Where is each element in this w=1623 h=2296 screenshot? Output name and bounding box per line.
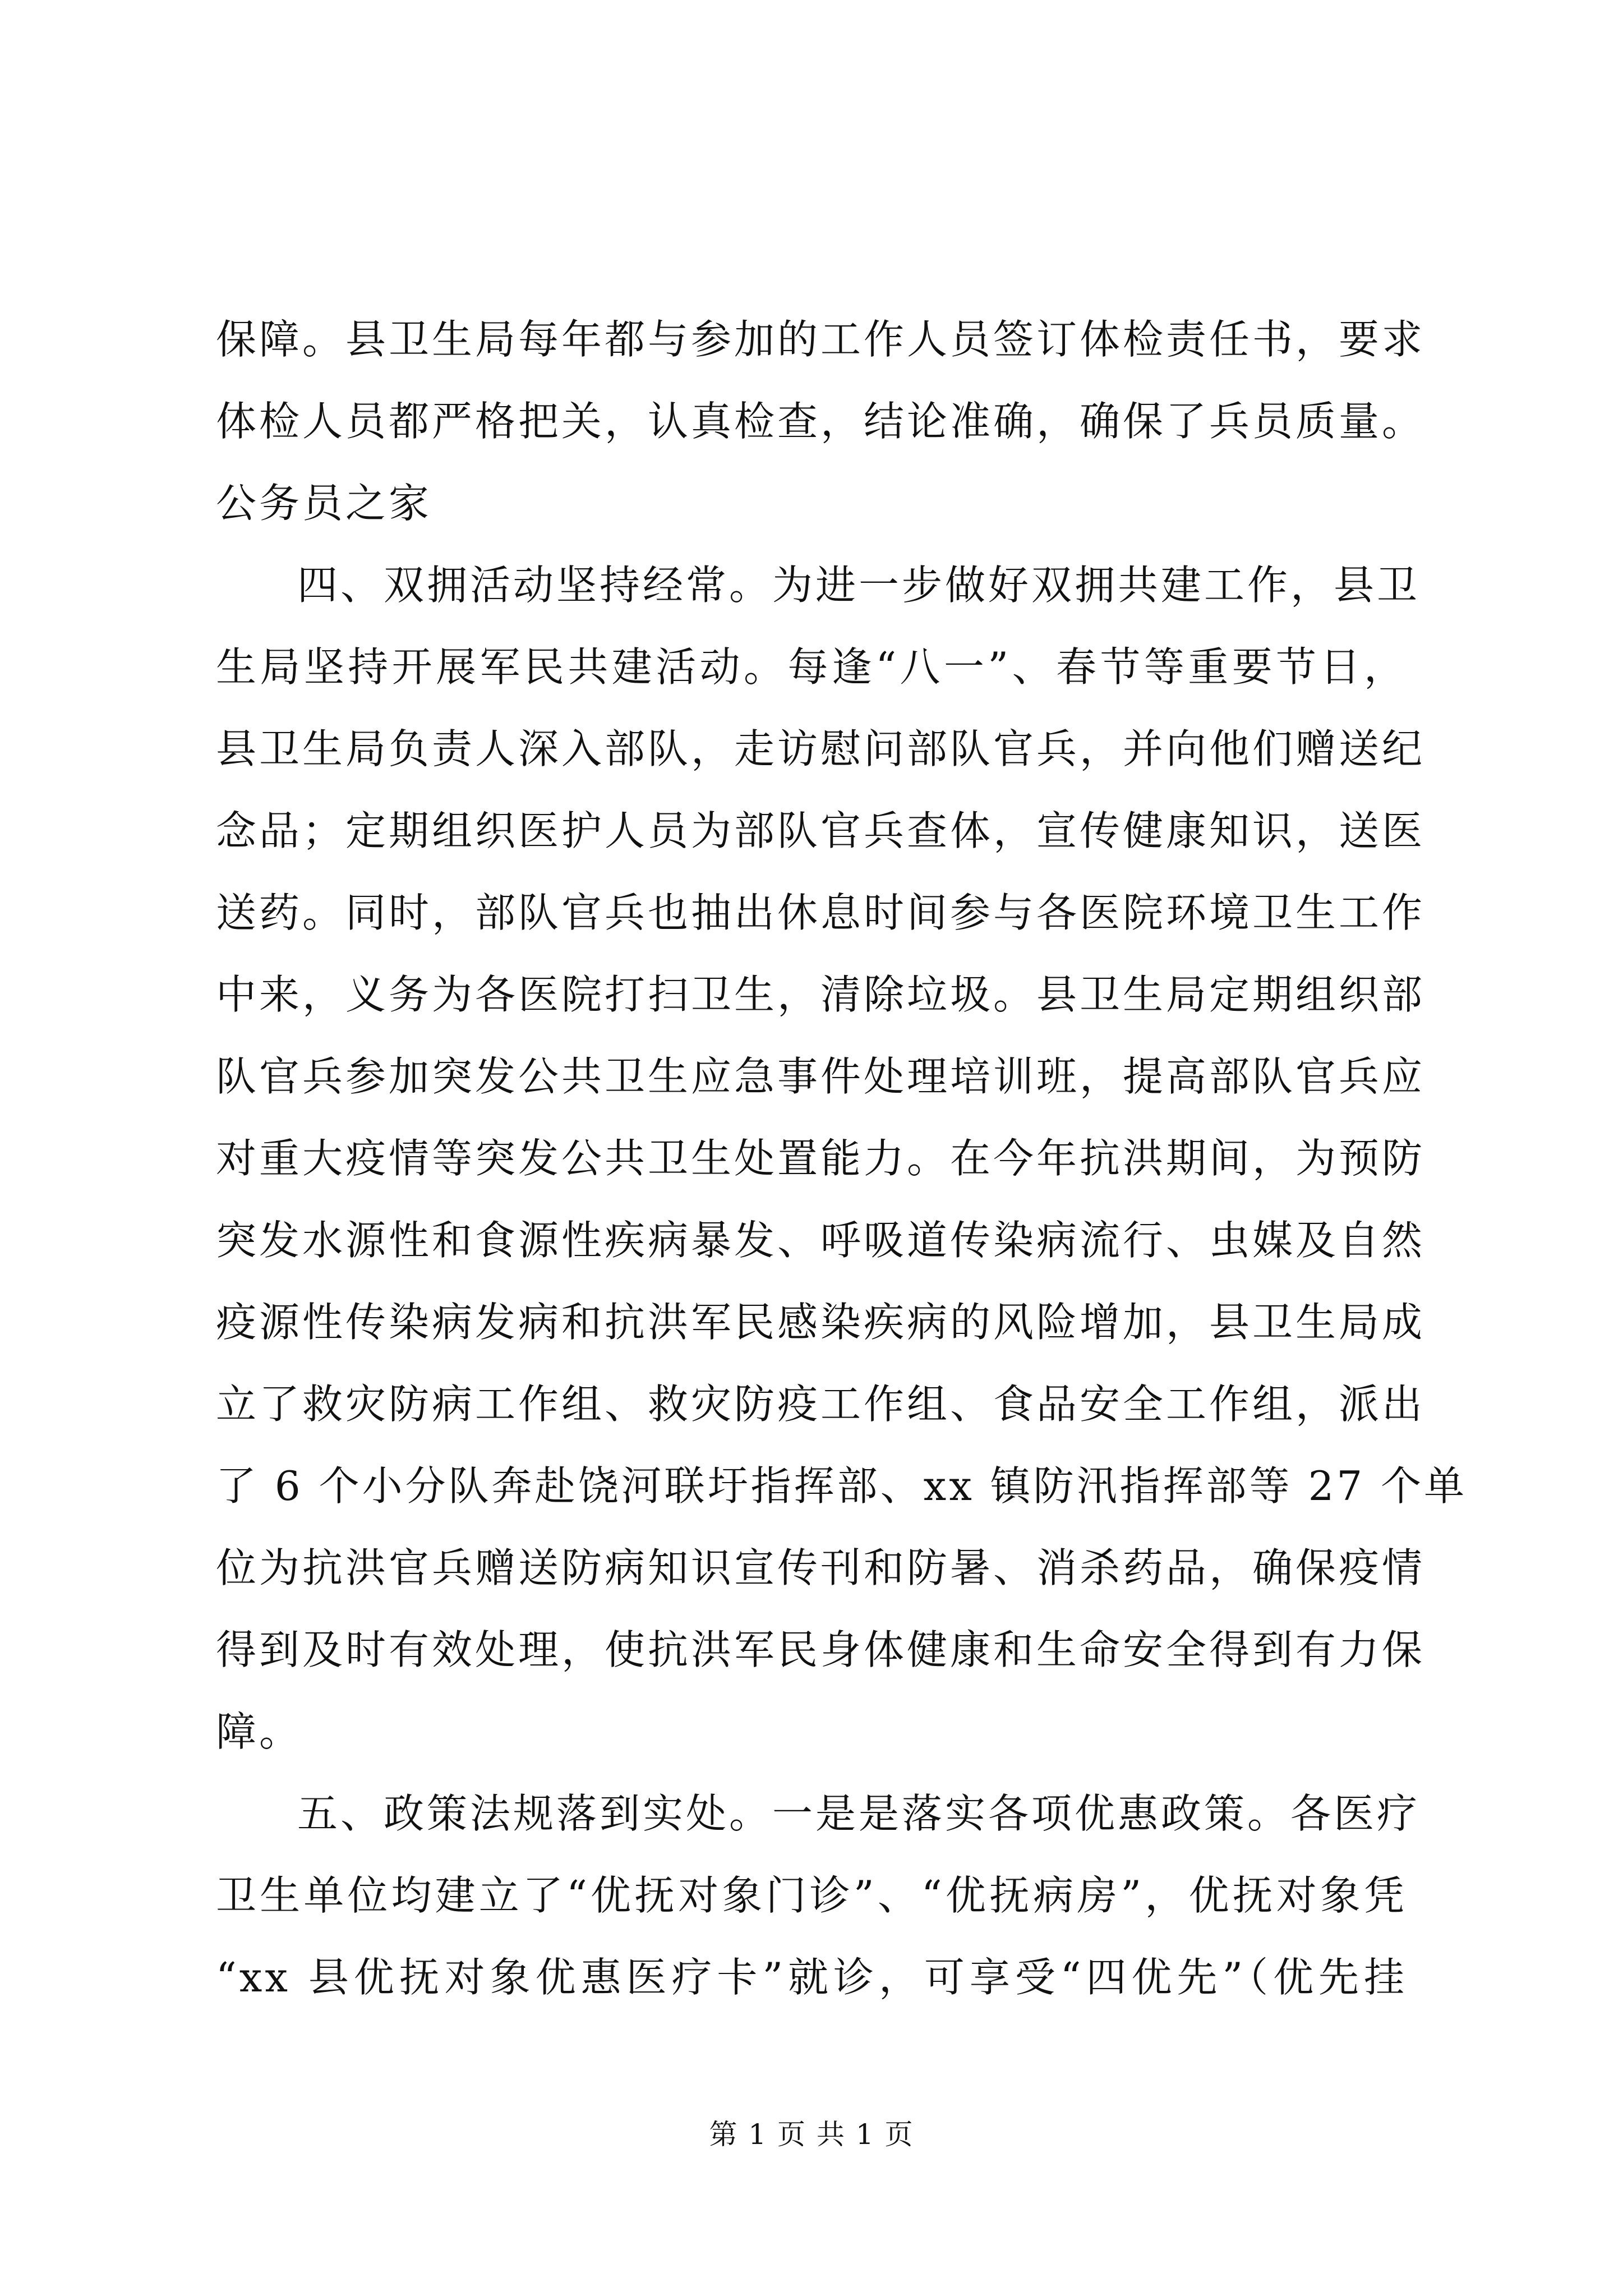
text-line: 念品；定期组织医护人员为部队官兵查体，宣传健康知识，送医 [216, 807, 1426, 854]
text-line: 公务员之家 [216, 480, 432, 527]
text-line: 立了救灾防病工作组、救灾防疫工作组、食品安全工作组，派出 [216, 1381, 1426, 1428]
paragraph-start-line: 四、双拥活动坚持经常。为进一步做好双拥共建工作，县卫 [297, 562, 1421, 609]
text-line: 送药。同时，部队官兵也抽出休息时间参与各医院环境卫生工作 [216, 889, 1426, 936]
text-line: 得到及时有效处理，使抗洪军民身体健康和生命安全得到有力保 [216, 1626, 1426, 1673]
document-body [216, 298, 1468, 2018]
text-line: 了 6 个小分队奔赴饶河联圩指挥部、xx 镇防汛指挥部等 27 个单 [216, 1462, 1468, 1510]
text-line: 突发水源性和食源性疾病暴发、呼吸道传染病流行、虫媒及自然 [216, 1217, 1426, 1264]
text-line: 生局坚持开展军民共建活动。每逢“八一”、春节等重要节日， [216, 643, 1407, 691]
text-line: 障。 [216, 1708, 303, 1755]
text-line: 卫生单位均建立了“优抚对象门诊”、“优抚病房”，优抚对象凭 [216, 1872, 1407, 1919]
paragraph-start-line: 五、政策法规落到实处。一是是落实各项优惠政策。各医疗 [297, 1790, 1421, 1837]
text-line: 对重大疫情等突发公共卫生处置能力。在今年抗洪期间，为预防 [216, 1135, 1426, 1182]
text-line: 体检人员都严格把关，认真检查，结论准确，确保了兵员质量。 [216, 398, 1426, 445]
text-line: 中来，义务为各医院打扫卫生，清除垃圾。县卫生局定期组织部 [216, 971, 1426, 1018]
text-line: 保障。县卫生局每年都与参加的工作人员签订体检责任书，要求 [216, 316, 1426, 363]
text-line: “xx 县优抚对象优惠医疗卡”就诊，可享受“四优先”（优先挂 [216, 1954, 1407, 2001]
text-line: 县卫生局负责人深入部队，走访慰问部队官兵，并向他们赠送纪 [216, 725, 1426, 772]
text-line: 队官兵参加突发公共卫生应急事件处理培训班，提高部队官兵应 [216, 1053, 1426, 1100]
page-footer: 第 1 页 共 1 页 [709, 2118, 914, 2151]
text-line: 疫源性传染病发病和抗洪军民感染疾病的风险增加，县卫生局成 [216, 1299, 1426, 1346]
text-line: 位为抗洪官兵赠送防病知识宣传刊和防暑、消杀药品，确保疫情 [216, 1544, 1426, 1591]
